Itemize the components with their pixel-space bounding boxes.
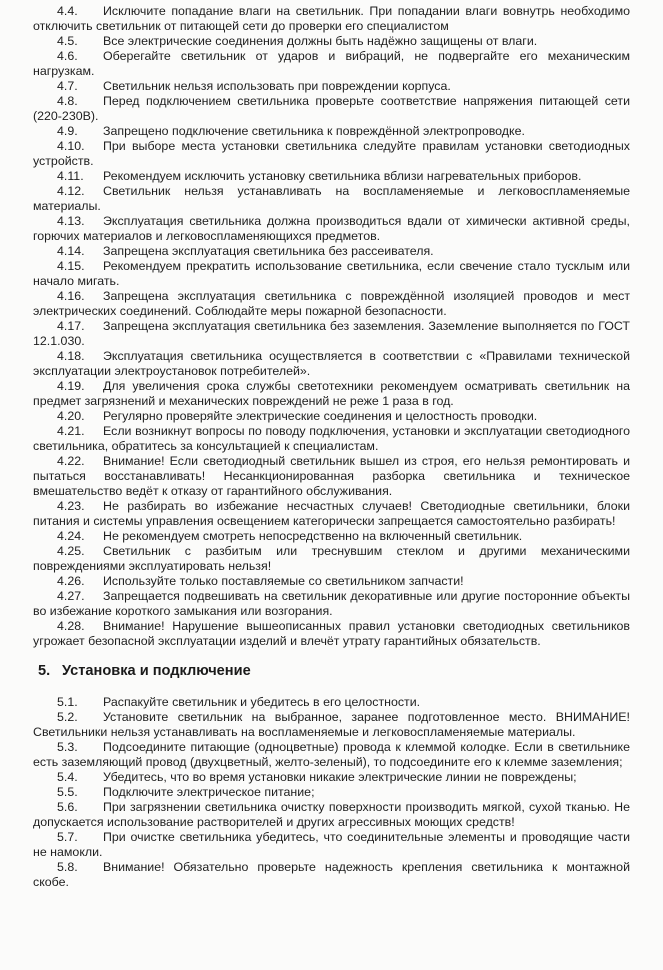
manual-item-4-17 <box>33 319 630 349</box>
manual-item-4-12 <box>33 184 630 214</box>
item-number: 4.10. <box>57 139 85 153</box>
item-text: Для увеличения срока службы светотехники рекомендуем осматривать светильник на предмет загрязнений и механических повреждений не реже 1 раза в год. <box>33 379 630 408</box>
manual-item-4-27 <box>33 589 630 619</box>
item-number: 4.9. <box>57 124 78 138</box>
item-number: 4.19. <box>57 379 85 393</box>
item-text: Подсоедините питающие (одноцветные) провода к клеммой колодке. Если в светильнике есть заземляющий провод (двухцветный, желто-зеленый), то подсоедините его к клемме заземления; <box>33 740 630 769</box>
item-number: 4.22. <box>57 454 85 468</box>
item-text: Внимание! Обязательно проверьте надежность крепления светильника к монтажной скобе. <box>33 860 630 889</box>
item-number: 4.4. <box>57 4 78 18</box>
manual-item-4-11 <box>33 169 630 184</box>
manual-item-4-15 <box>33 259 630 289</box>
item-number: 4.7. <box>57 79 78 93</box>
item-text: Запрещена эксплуатация светильника без заземления. Заземление выполняется по ГОСТ 12.1.030. <box>33 319 630 348</box>
manual-item-4-14 <box>33 244 630 259</box>
item-text: Запрещена эксплуатация светильника с повреждённой изоляцией проводов и мест электрических соединений. Соблюдайте меры пожарной безопасности. <box>33 289 630 318</box>
item-text: Регулярно проверяйте электрические соединения и целостность проводки. <box>103 409 538 423</box>
manual-item-4-10 <box>33 139 630 169</box>
item-number: 4.25. <box>57 544 85 558</box>
manual-item-5-3 <box>33 740 630 770</box>
item-text: Запрещено подключение светильника к повреждённой электропроводке. <box>103 124 525 138</box>
item-number: 5.6. <box>57 800 78 814</box>
item-text: Оберегайте светильник от ударов и вибраций, не подвергайте его механическим нагрузкам. <box>33 49 630 78</box>
item-number: 5.8. <box>57 860 78 874</box>
item-number: 4.5. <box>57 34 78 48</box>
item-text: Перед подключением светильника проверьте соответствие напряжения питающей сети (220-230В). <box>33 94 630 123</box>
item-number: 5.1. <box>57 695 78 709</box>
item-number: 4.12. <box>57 184 85 198</box>
section-5-install-items <box>33 695 630 890</box>
item-number: 5.2. <box>57 710 78 724</box>
item-text: Эксплуатация светильника осуществляется в соответствии с «Правилами технической эксплуатации электроустановок потребителей». <box>33 349 630 378</box>
item-number: 4.13. <box>57 214 85 228</box>
item-number: 4.11. <box>57 169 84 183</box>
item-text: При выборе места установки светильника следуйте правилам установки светодиодных устройств. <box>33 139 630 168</box>
item-text: Используйте только поставляемые со светильником запчасти! <box>103 574 464 588</box>
item-number: 4.6. <box>57 49 78 63</box>
manual-item-5-2 <box>33 710 630 740</box>
section-5-heading <box>33 662 630 680</box>
item-text: Эксплуатация светильника должна производиться вдали от химически активной среды, горючих материалов и легковоспламеняющихся предметов. <box>33 214 630 243</box>
item-number: 4.27. <box>57 589 85 603</box>
manual-item-4-23 <box>33 499 630 529</box>
manual-item-4-28 <box>33 619 630 649</box>
manual-item-4-7 <box>33 79 630 94</box>
manual-item-5-1 <box>33 695 630 710</box>
item-text: Не рекомендуем смотреть непосредственно на включенный светильник. <box>103 529 523 543</box>
item-number: 4.28. <box>57 619 85 633</box>
item-text: Светильник нельзя использовать при повреждении корпуса. <box>103 79 451 93</box>
manual-item-4-20 <box>33 409 630 424</box>
item-number: 4.16. <box>57 289 85 303</box>
item-text: Подключите электрическое питание; <box>103 785 315 799</box>
item-text: Светильник с разбитым или треснувшим стеклом и другими механическими повреждениями эксплуатировать нельзя! <box>33 544 630 573</box>
item-text: Внимание! Нарушение вышеописанных правил установки светодиодных светильников угрожает безопасной эксплуатации изделий и влечёт утрату гарантийных обязательств. <box>33 619 630 648</box>
item-text: Рекомендуем исключить установку светильника вблизи нагревательных приборов. <box>103 169 582 183</box>
manual-item-5-8 <box>33 860 630 890</box>
manual-item-4-18 <box>33 349 630 379</box>
item-text: При очистке светильника убедитесь, что соединительные элементы и проводящие части не намокли. <box>33 830 630 859</box>
item-number: 4.18. <box>57 349 85 363</box>
item-number: 4.26. <box>57 574 85 588</box>
item-number: 5.3. <box>57 740 78 754</box>
item-text: Исключите попадание влаги на светильник. При попадании влаги вовнутрь необходимо отключить светильник от питающей сети до проверки его специалистом <box>33 4 630 33</box>
manual-item-4-25 <box>33 544 630 574</box>
manual-item-4-21 <box>33 424 630 454</box>
item-number: 4.8. <box>57 94 78 108</box>
manual-item-5-4 <box>33 770 630 785</box>
item-number: 4.23. <box>57 499 85 513</box>
item-number: 4.24. <box>57 529 85 543</box>
section-4-safety-items <box>33 4 630 649</box>
item-number: 4.14. <box>57 244 85 258</box>
manual-item-4-8 <box>33 94 630 124</box>
manual-item-5-6 <box>33 800 630 830</box>
manual-item-5-5 <box>33 785 630 800</box>
item-text: Рекомендуем прекратить использование светильника, если свечение стало тусклым или начало мигать. <box>33 259 630 288</box>
manual-item-4-4 <box>33 4 630 34</box>
section-5-heading-title: Установка и подключение <box>62 663 251 679</box>
item-number: 4.17. <box>57 319 85 333</box>
item-text: При загрязнении светильника очистку поверхности производить мягкой, сухой тканью. Не допускается использование растворителей и других агрессивных моющих средств! <box>33 800 630 829</box>
item-number: 5.7. <box>57 830 78 844</box>
manual-item-4-5 <box>33 34 630 49</box>
item-text: Убедитесь, что во время установки никакие электрические линии не повреждены; <box>103 770 577 784</box>
manual-item-4-16 <box>33 289 630 319</box>
item-number: 5.4. <box>57 770 78 784</box>
item-text: Светильник нельзя устанавливать на воспламеняемые и легковоспламеняемые материалы. <box>33 184 630 213</box>
item-text: Если возникнут вопросы по поводу подключения, установки и эксплуатации светодиодного светильника, обратитесь за консультацией к специалистам. <box>33 424 630 453</box>
item-number: 4.20. <box>57 409 85 423</box>
item-number: 5.5. <box>57 785 78 799</box>
manual-item-4-26 <box>33 574 630 589</box>
item-text: Установите светильник на выбранное, заранее подготовленное место. ВНИМАНИЕ! Светильники нельзя устанавливать на воспламеняемые и легковоспламеняемые материалы. <box>33 710 630 739</box>
manual-item-4-9 <box>33 124 630 139</box>
manual-item-4-6 <box>33 49 630 79</box>
item-number: 4.15. <box>57 259 85 273</box>
item-number: 4.21. <box>57 424 85 438</box>
section-5-heading-number: 5. <box>38 663 51 679</box>
manual-item-4-13 <box>33 214 630 244</box>
manual-item-4-22 <box>33 454 630 499</box>
item-text: Запрещается подвешивать на светильник декоративные или другие посторонние объекты во избежание короткого замыкания или возгорания. <box>33 589 630 618</box>
manual-item-4-19 <box>33 379 630 409</box>
manual-item-5-7 <box>33 830 630 860</box>
item-text: Все электрические соединения должны быть надёжно защищены от влаги. <box>103 34 538 48</box>
manual-item-4-24 <box>33 529 630 544</box>
item-text: Распакуйте светильник и убедитесь в его целостности. <box>103 695 421 709</box>
item-text: Не разбирать во избежание несчастных случаев! Светодиодные светильники, блоки питания и системы управления освещением категорически запрещается самостоятельно разбирать! <box>33 499 630 528</box>
item-text: Запрещена эксплуатация светильника без рассеивателя. <box>103 244 434 258</box>
item-text: Внимание! Если светодиодный светильник вышел из строя, его нельзя ремонтировать и пытаться восстанавливать! Несанкционированная разборка светильника и техническое вмешательство ведёт к отказу от гарантийного обслуживания. <box>33 454 630 498</box>
